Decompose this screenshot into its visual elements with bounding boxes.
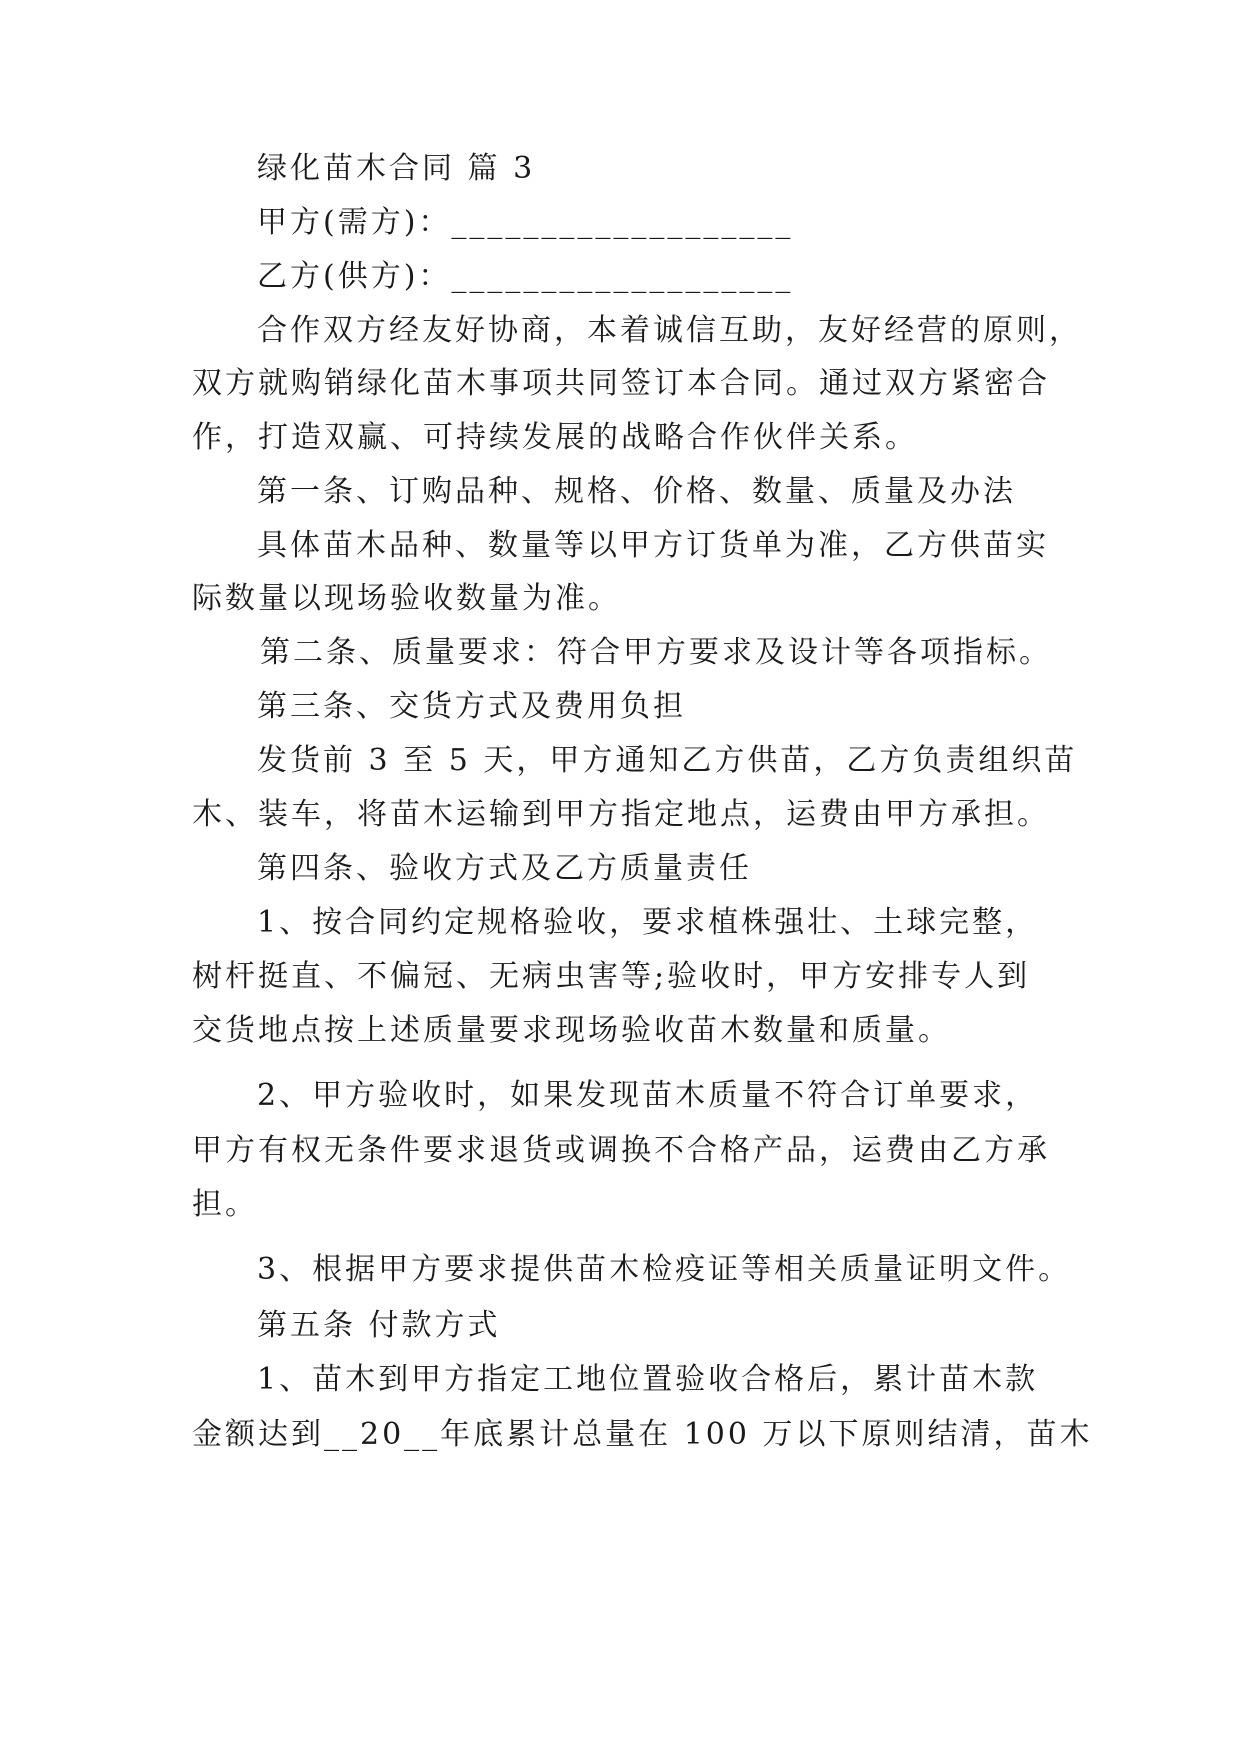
article-1-heading: 第一条、订购品种、规格、价格、数量、质量及办法 <box>257 474 1016 509</box>
intro-line-1: 合作双方经友好协商，本着诚信互助，友好经营的原则， <box>257 313 1082 348</box>
article-5-item-1-line-1: 1、苗木到甲方指定工地位置验收合格后，累计苗木款 <box>257 1362 1039 1397</box>
article-4-item-1-line-2: 树杆挺直、不偏冠、无病虫害等;验收时，甲方安排专人到 <box>192 959 1031 994</box>
article-4-item-1-line-1: 1、按合同约定规格验收，要求植株强壮、土球完整， <box>257 905 1039 940</box>
intro-line-2: 双方就购销绿化苗木事项共同签订本合同。通过双方紧密合 <box>192 366 1050 401</box>
document-title: 绿化苗木合同 篇 3 <box>257 151 536 186</box>
article-1-line-1: 具体苗木品种、数量等以甲方订货单为准，乙方供苗实 <box>257 528 1049 563</box>
article-4-item-1-line-3: 交货地点按上述质量要求现场验收苗木数量和质量。 <box>192 1013 951 1048</box>
article-4-item-2-line-3: 担。 <box>192 1187 258 1222</box>
article-4-item-2-line-1: 2、甲方验收时，如果发现苗木质量不符合订单要求， <box>257 1078 1039 1113</box>
party-a-line: 甲方(需方)：___________________ <box>257 205 794 240</box>
article-1-line-2: 际数量以现场验收数量为准。 <box>192 581 621 616</box>
article-4-item-3: 3、根据甲方要求提供苗木检疫证等相关质量证明文件。 <box>257 1252 1072 1287</box>
article-5-item-1-line-2: 金额达到__20__年底累计总量在 100 万以下原则结清，苗木 <box>192 1417 1093 1452</box>
article-5-heading: 第五条 付款方式 <box>257 1308 501 1343</box>
article-4-item-2-line-2: 甲方有权无条件要求退货或调换不合格产品，运费由乙方承 <box>192 1133 1050 1168</box>
party-b-line: 乙方(供方)：___________________ <box>257 259 794 294</box>
article-3-heading: 第三条、交货方式及费用负担 <box>257 689 686 724</box>
article-4-heading: 第四条、验收方式及乙方质量责任 <box>257 851 752 886</box>
article-3-line-2: 木、装车，将苗木运输到甲方指定地点，运费由甲方承担。 <box>192 797 1050 832</box>
intro-line-3: 作，打造双赢、可持续发展的战略合作伙伴关系。 <box>192 420 918 455</box>
article-3-line-1: 发货前 3 至 5 天，甲方通知乙方供苗，乙方负责组织苗 <box>257 743 1078 778</box>
article-2: 第二条、质量要求：符合甲方要求及设计等各项指标。 <box>260 635 1052 670</box>
